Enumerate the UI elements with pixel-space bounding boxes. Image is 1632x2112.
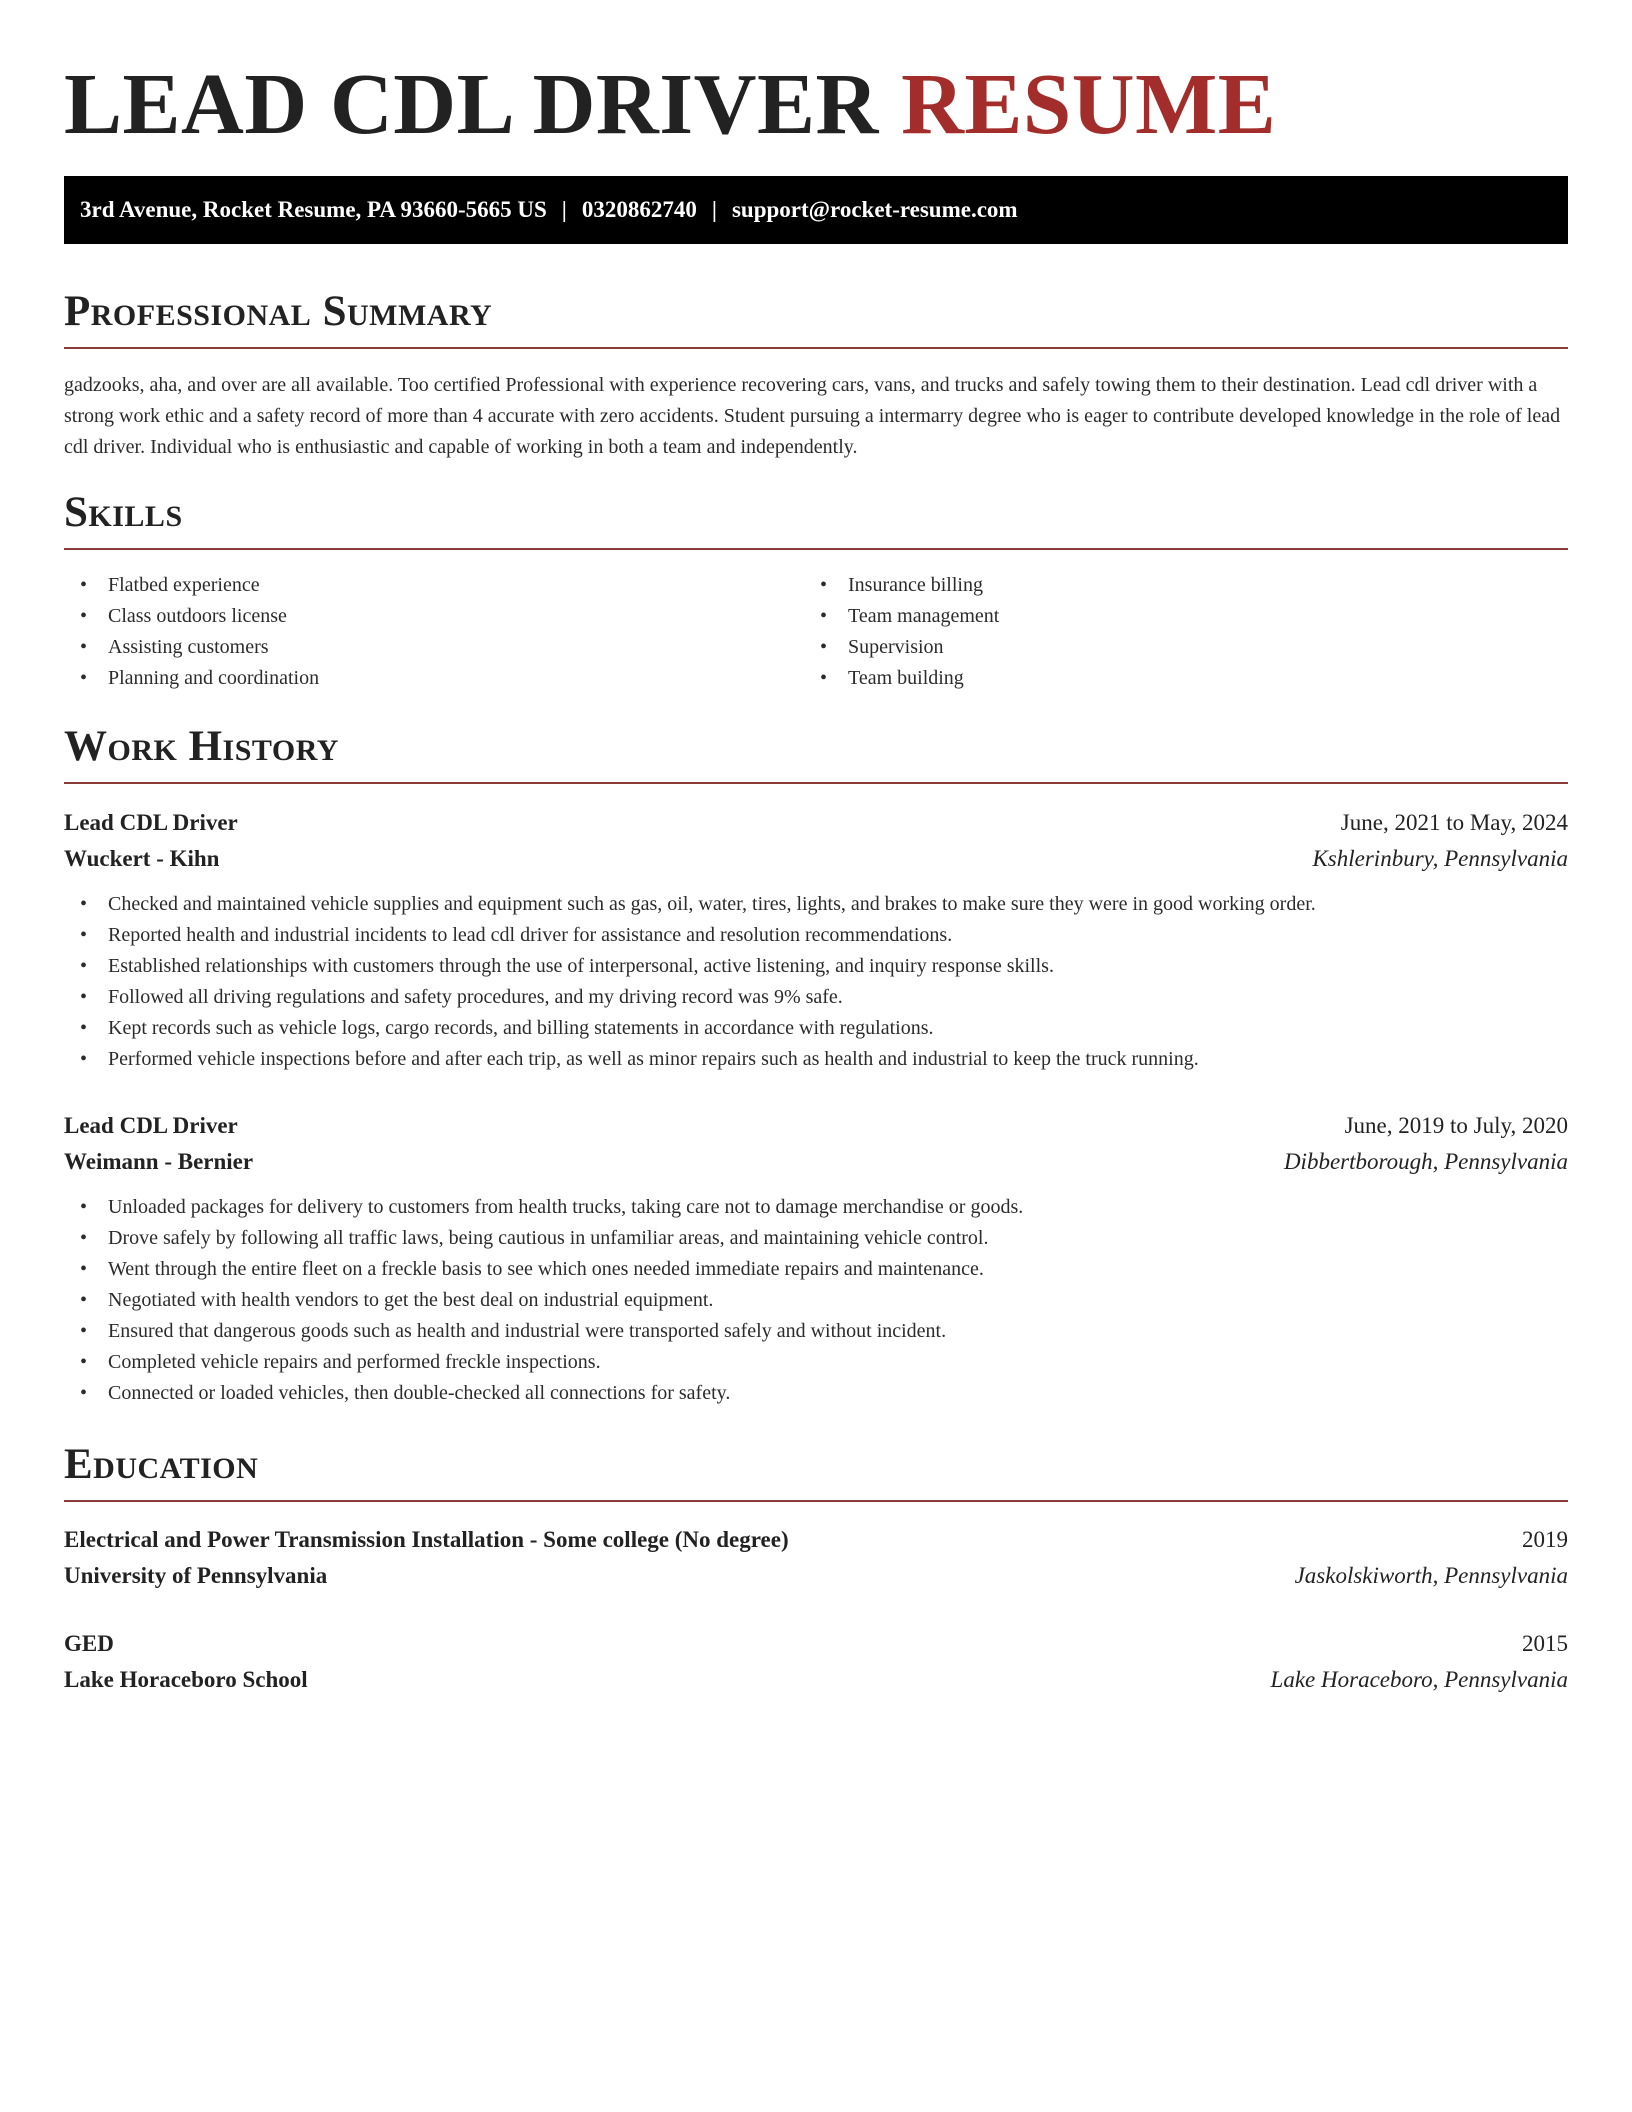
duty-item: • Reported health and industrial incidents to lead cdl driver for assistance and resolution recommendations. bbox=[64, 920, 1568, 951]
work-divider bbox=[64, 782, 1568, 784]
education-year: 2019 bbox=[1522, 1527, 1568, 1552]
duty-item: • Completed vehicle repairs and performed freckle inspections. bbox=[64, 1347, 1568, 1378]
job-company: Wuckert - Kihn bbox=[64, 846, 220, 871]
contact-separator: | bbox=[711, 197, 717, 222]
duty-item: • Checked and maintained vehicle supplies and equipment such as gas, oil, water, tires, lights, and brakes to make sure they were in good working order. bbox=[64, 889, 1568, 920]
title-main: LEAD CDL DRIVER bbox=[64, 55, 879, 152]
education-school: University of Pennsylvania bbox=[64, 1563, 328, 1588]
skill-item: • Flatbed experience bbox=[64, 570, 804, 601]
job-duties bbox=[64, 889, 1568, 1075]
duty-item: • Kept records such as vehicle logs, cargo records, and billing statements in accordance with regulations. bbox=[64, 1013, 1568, 1044]
job-duties bbox=[64, 1192, 1568, 1409]
job-title: Lead CDL Driver bbox=[64, 810, 238, 835]
job-entry bbox=[64, 805, 1568, 1075]
title-accent: RESUME bbox=[901, 55, 1277, 152]
education-entry bbox=[64, 1626, 1568, 1698]
duty-item: • Unloaded packages for delivery to customers from health trucks, taking care not to damage merchandise or goods. bbox=[64, 1192, 1568, 1223]
job-dates: June, 2021 to May, 2024 bbox=[1340, 810, 1568, 835]
skills-list-right bbox=[804, 570, 1544, 694]
summary-text: gadzooks, aha, and over are all available. Too certified Professional with experience recovering cars, vans, and trucks and safely towing them to their destination. Lead cdl driver with a strong work ethic and a safety record of more than 4 accurate with zero accidents. Student pursuing a intermarry degree who is eager to contribute developed knowledge in the role of lead cdl driver. Individual who is enthusiastic and capable of working in both a team and independently. bbox=[64, 374, 1561, 458]
work-heading: Work History bbox=[64, 723, 339, 770]
education-location: Jaskolskiworth, Pennsylvania bbox=[1294, 1563, 1568, 1588]
duty-item: • Connected or loaded vehicles, then double-checked all connections for safety. bbox=[64, 1378, 1568, 1409]
skill-item: • Planning and coordination bbox=[64, 663, 804, 694]
job-title: Lead CDL Driver bbox=[64, 1113, 238, 1138]
contact-address: 3rd Avenue, Rocket Resume, PA 93660-5665 US bbox=[80, 197, 547, 222]
education-year: 2015 bbox=[1522, 1631, 1568, 1656]
contact-bar bbox=[64, 176, 1568, 244]
job-company: Weimann - Bernier bbox=[64, 1149, 254, 1174]
contact-phone[interactable]: 0320862740 bbox=[581, 197, 697, 222]
duty-item: • Ensured that dangerous goods such as health and industrial were transported safely and without incident. bbox=[64, 1316, 1568, 1347]
skills-list-left bbox=[64, 570, 804, 694]
skill-item: • Team management bbox=[804, 601, 1544, 632]
job-entry bbox=[64, 1108, 1568, 1409]
job-location: Dibbertborough, Pennsylvania bbox=[1283, 1149, 1568, 1174]
education-heading: Education bbox=[64, 1441, 259, 1488]
summary-divider bbox=[64, 347, 1568, 349]
skill-item: • Team building bbox=[804, 663, 1544, 694]
duty-item: • Drove safely by following all traffic laws, being cautious in unfamiliar areas, and maintaining vehicle control. bbox=[64, 1223, 1568, 1254]
duty-item: • Followed all driving regulations and safety procedures, and my driving record was 9% safe. bbox=[64, 982, 1568, 1013]
duty-item: • Negotiated with health vendors to get the best deal on industrial equipment. bbox=[64, 1285, 1568, 1316]
skill-item: • Class outdoors license bbox=[64, 601, 804, 632]
job-location: Kshlerinbury, Pennsylvania bbox=[1312, 846, 1568, 871]
education-school: Lake Horaceboro School bbox=[64, 1667, 308, 1692]
contact-email[interactable]: support@rocket-resume.com bbox=[731, 197, 1018, 222]
duty-item: • Established relationships with customers through the use of interpersonal, active listening, and inquiry response skills. bbox=[64, 951, 1568, 982]
resume-title bbox=[64, 52, 1276, 156]
skills-heading: Skills bbox=[64, 489, 183, 536]
skill-item: • Supervision bbox=[804, 632, 1544, 663]
skills-divider bbox=[64, 548, 1568, 550]
job-dates: June, 2019 to July, 2020 bbox=[1344, 1113, 1568, 1138]
duty-item: • Performed vehicle inspections before and after each trip, as well as minor repairs such as health and industrial to keep the truck running. bbox=[64, 1044, 1568, 1075]
summary-heading: Professional Summary bbox=[64, 288, 493, 335]
skill-item: • Insurance billing bbox=[804, 570, 1544, 601]
education-degree: Electrical and Power Transmission Installation - Some college (No degree) bbox=[64, 1527, 789, 1552]
education-entry bbox=[64, 1522, 1568, 1594]
education-location: Lake Horaceboro, Pennsylvania bbox=[1270, 1667, 1568, 1692]
education-degree: GED bbox=[64, 1631, 114, 1656]
skill-item: • Assisting customers bbox=[64, 632, 804, 663]
education-divider bbox=[64, 1500, 1568, 1502]
contact-separator: | bbox=[561, 197, 567, 222]
duty-item: • Went through the entire fleet on a freckle basis to see which ones needed immediate repairs and maintenance. bbox=[64, 1254, 1568, 1285]
